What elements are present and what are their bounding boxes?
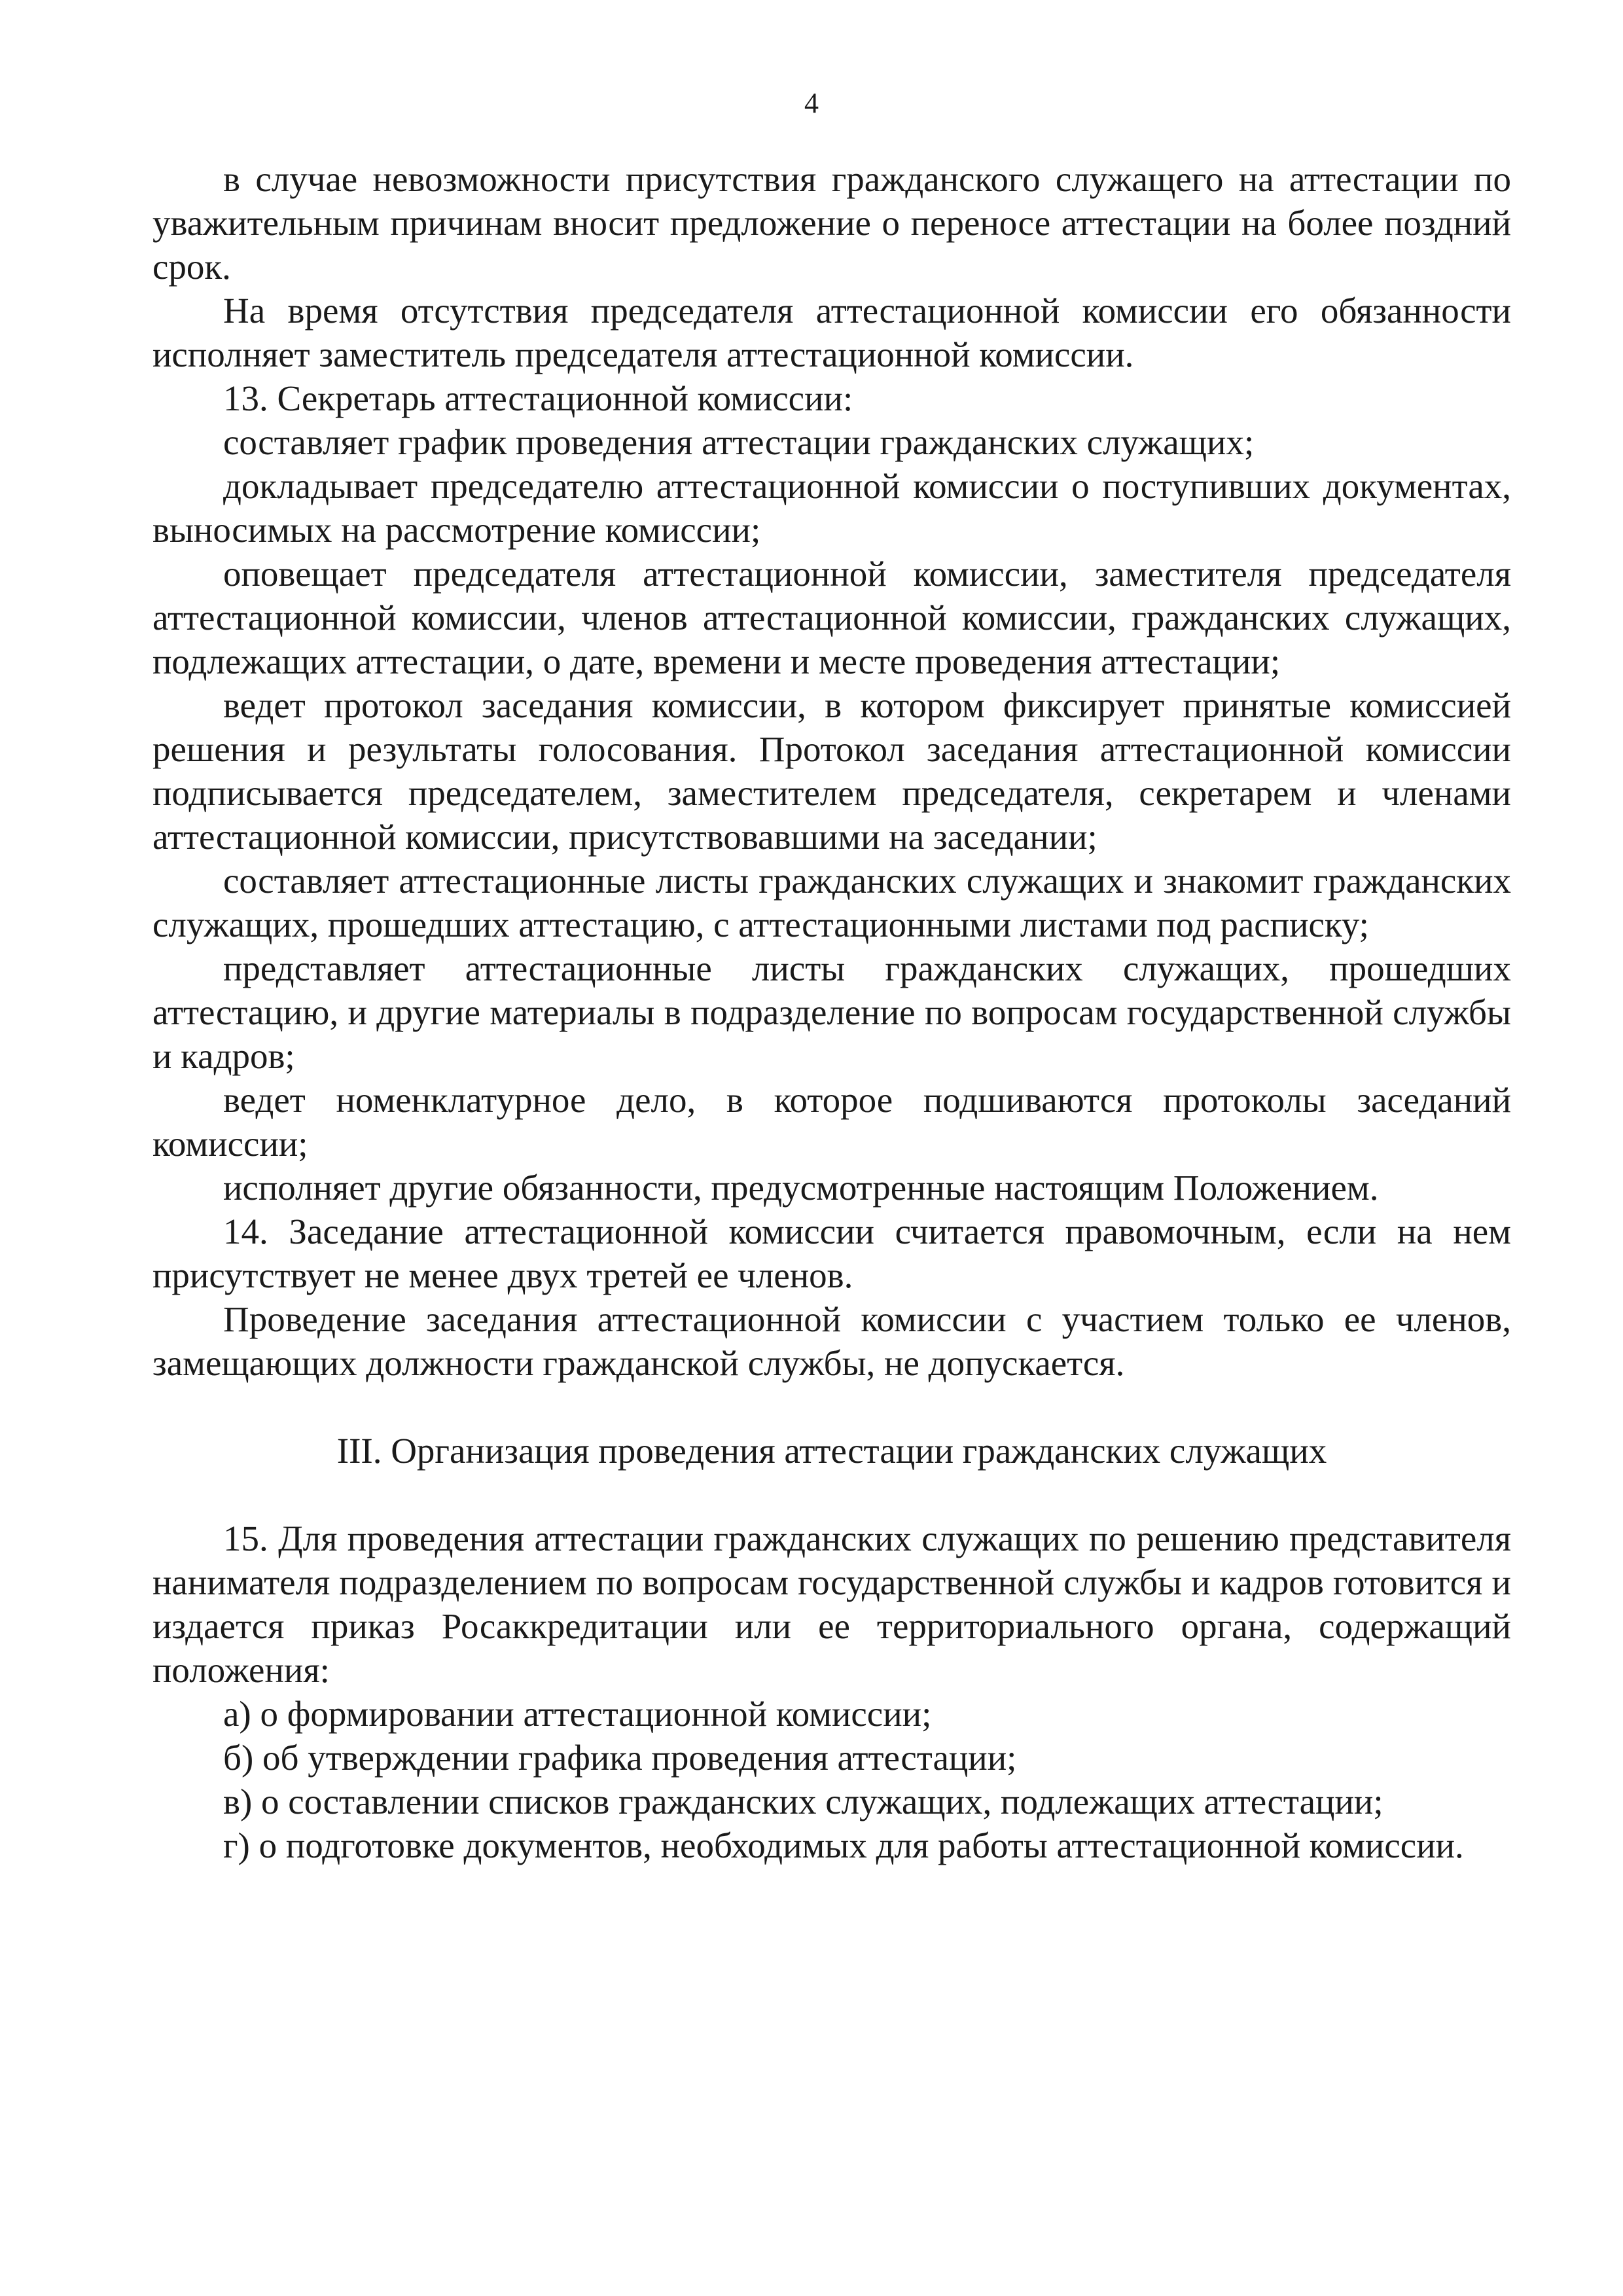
paragraph: составляет аттестационные листы гражданских служащих и знакомит гражданских служащих, прошедших аттестацию, с аттестационными листами под расписку; [152, 861, 1511, 944]
paragraph-item-14: 14. Заседание аттестационной комиссии считается правомочным, если на нем присутствует не менее двух третей ее членов. [152, 1211, 1511, 1295]
paragraph: Проведение заседания аттестационной комиссии с участием только ее членов, замещающих должности гражданской службы, не допускается. [152, 1299, 1511, 1383]
list-item-g: г) о подготовке документов, необходимых для работы аттестационной комиссии. [223, 1825, 1464, 1865]
paragraph: составляет график проведения аттестации гражданских служащих; [223, 422, 1255, 462]
page-number: 4 [804, 87, 819, 119]
paragraph: ведет протокол заседания комиссии, в котором фиксирует принятые комиссией решения и результаты голосования. Протокол заседания аттестационной комиссии подписывается председателем, заместителем председателя, секретарем и членами аттестационной комиссии, присутствовавшими на заседании; [152, 685, 1511, 857]
paragraph: оповещает председателя аттестационной комиссии, заместителя председателя аттестационной комиссии, членов аттестационной комиссии, гражданских служащих, подлежащих аттестации, о дате, времени и месте проведения аттестации; [152, 554, 1511, 681]
paragraph-item-15: 15. Для проведения аттестации гражданских служащих по решению представителя нанимателя подразделением по вопросам государственной службы и кадров готовится и издается приказ Росаккредитации или ее территориального органа, содержащий положения: [152, 1518, 1511, 1690]
paragraph: в случае невозможности присутствия гражданского служащего на аттестации по уважительным причинам вносит предложение о переносе аттестации на более поздний срок. [152, 159, 1511, 287]
paragraph: представляет аттестационные листы гражданских служащих, прошедших аттестацию, и другие материалы в подразделение по вопросам государственной службы и кадров; [152, 948, 1511, 1076]
list-item-a: а) о формировании аттестационной комиссии; [223, 1694, 932, 1734]
section-heading: III. Организация проведения аттестации гражданских служащих [336, 1431, 1327, 1471]
paragraph: На время отсутствия председателя аттестационной комиссии его обязанности исполняет заместитель председателя аттестационной комиссии. [152, 291, 1511, 374]
list-item-b: б) об утверждении графика проведения аттестации; [223, 1738, 1017, 1778]
paragraph: докладывает председателю аттестационной комиссии о поступивших документах, выносимых на рассмотрение комиссии; [152, 466, 1511, 550]
paragraph: исполняет другие обязанности, предусмотренные настоящим Положением. [223, 1168, 1379, 1208]
list-item-v: в) о составлении списков гражданских служащих, подлежащих аттестации; [223, 1782, 1383, 1821]
document-body [152, 157, 1511, 1867]
paragraph: ведет номенклатурное дело, в которое подшиваются протоколы заседаний комиссии; [152, 1080, 1511, 1164]
paragraph-item-13: 13. Секретарь аттестационной комиссии: [223, 378, 853, 418]
